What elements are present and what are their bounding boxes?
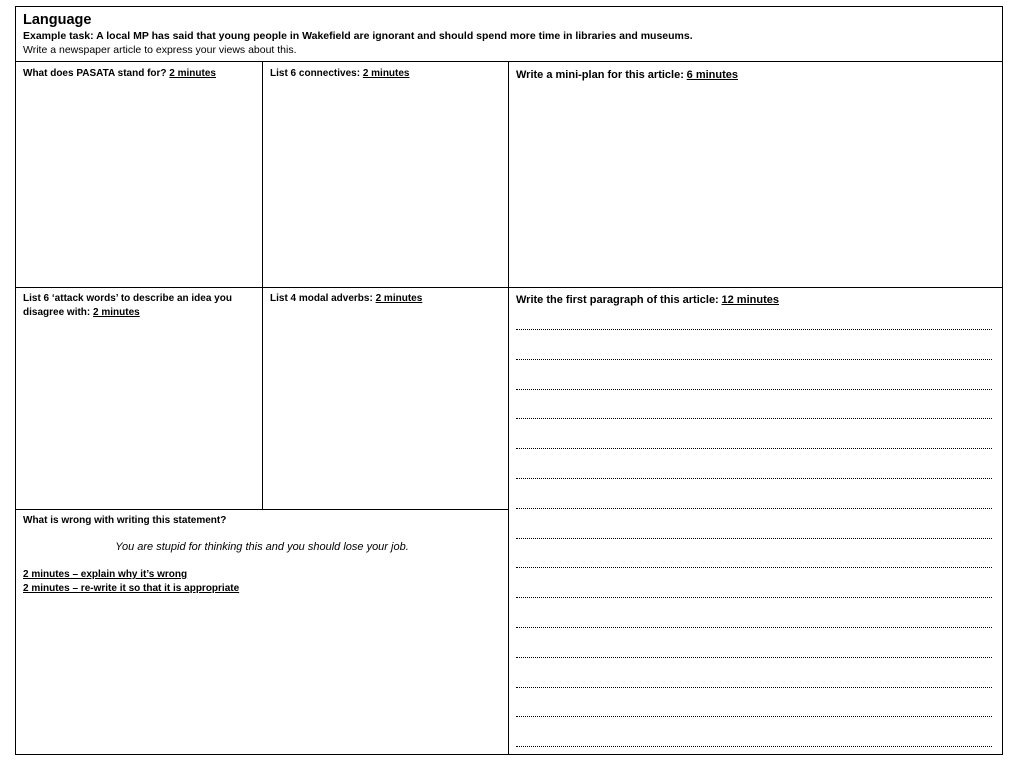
connectives-time: 2 minutes [362, 68, 410, 79]
statement-quote: You are stupid for thinking this and you should lose your job. [115, 541, 409, 553]
attack-words-time: 2 minutes [93, 307, 140, 318]
writing-line[interactable] [516, 359, 992, 360]
modal-adverbs-time: 2 minutes [375, 293, 423, 304]
miniplan-box[interactable] [509, 63, 1002, 287]
writing-line[interactable] [516, 687, 992, 688]
paragraph-prompt: Write the first paragraph of this article: [516, 294, 719, 306]
pasata-box[interactable] [16, 63, 262, 287]
writing-line[interactable] [516, 746, 992, 747]
writing-line[interactable] [516, 657, 992, 658]
modal-adverbs-prompt: List 4 modal adverbs: [270, 293, 373, 304]
worksheet [15, 6, 1003, 755]
statement-step-rewrite: 2 minutes – re-write it so that it is appropriate [23, 583, 240, 594]
writing-line[interactable] [516, 508, 992, 509]
connectives-prompt: List 6 connectives: [270, 68, 361, 79]
writing-line[interactable] [516, 597, 992, 598]
pasata-prompt: What does PASATA stand for? [23, 68, 167, 79]
task-instruction: Write a newspaper article to express your views about this. [23, 44, 297, 56]
writing-line[interactable] [516, 448, 992, 449]
writing-line[interactable] [516, 329, 992, 330]
statement-prompt: What is wrong with writing this statement? [23, 515, 227, 526]
miniplan-prompt: Write a mini-plan for this article: [516, 69, 684, 81]
attack-words-box[interactable] [16, 288, 262, 509]
first-paragraph-box[interactable] [509, 288, 1002, 755]
statement-step-explain: 2 minutes – explain why it’s wrong [23, 569, 188, 580]
page-title: Language [23, 12, 92, 28]
statement-box[interactable] [16, 510, 508, 755]
worksheet-header [16, 7, 1002, 62]
connectives-box[interactable] [263, 63, 508, 287]
writing-line[interactable] [516, 627, 992, 628]
paragraph-time: 12 minutes [721, 294, 779, 306]
modal-adverbs-box[interactable] [263, 288, 508, 509]
writing-line[interactable] [516, 389, 992, 390]
miniplan-time: 6 minutes [686, 69, 739, 81]
pasata-time: 2 minutes [169, 68, 216, 79]
writing-line[interactable] [516, 567, 992, 568]
writing-line[interactable] [516, 478, 992, 479]
writing-line[interactable] [516, 716, 992, 717]
example-task: Example task: A local MP has said that young people in Wakefield are ignorant and should spend more time in libraries and museums. [23, 30, 693, 42]
attack-words-prompt: List 6 ‘attack words’ to describe an idea you disagree with: [23, 293, 232, 318]
writing-line[interactable] [516, 418, 992, 419]
writing-line[interactable] [516, 538, 992, 539]
